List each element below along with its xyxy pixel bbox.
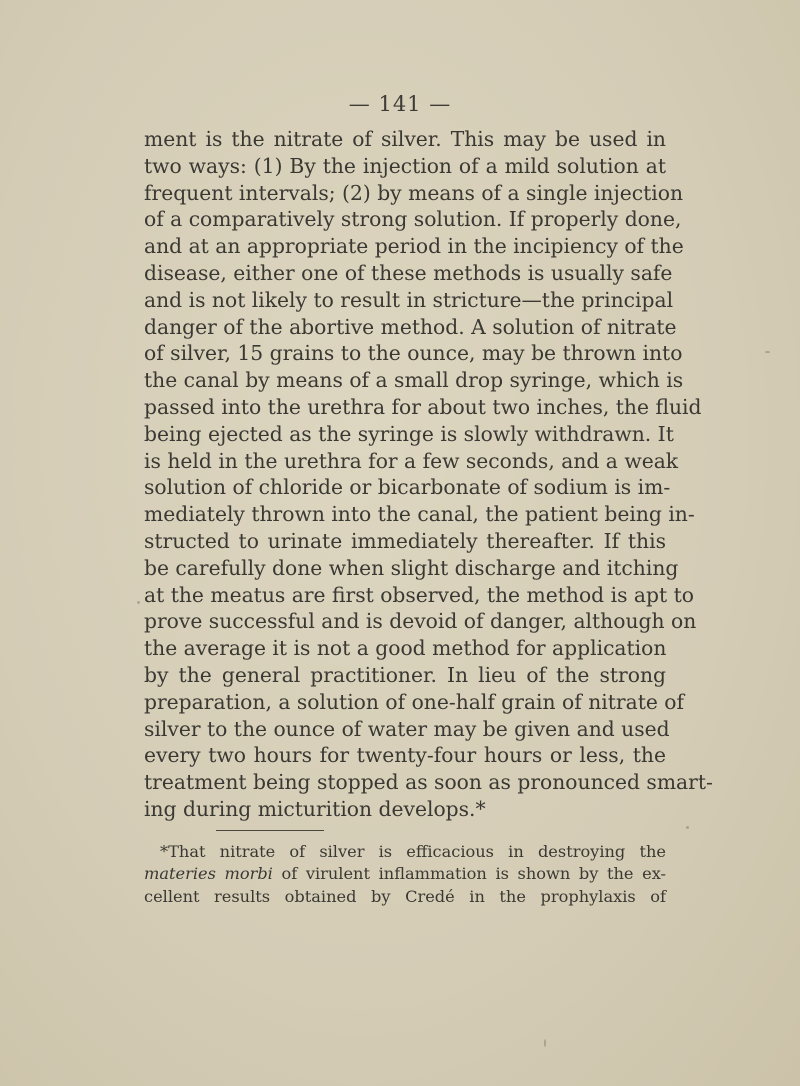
body-line: by the general practitioner. In lieu of the strong: [144, 662, 666, 687]
body-line: and at an appropriate period in the incipiency of the: [144, 234, 684, 259]
page-number-header: — 141 —: [348, 92, 452, 116]
body-line: danger of the abortive method. A solution of nitrate: [144, 314, 677, 339]
body-line: the average it is not a good method for application: [144, 636, 667, 661]
body-line: preparation, a solution of one-half grain of nitrate of: [144, 689, 685, 714]
body-line: at the meatus are first observed, the method is apt to: [144, 582, 694, 607]
paper-speck: [137, 601, 140, 604]
body-line: every two hours for twenty-four hours or less, the: [144, 743, 666, 768]
body-line: ment is the nitrate of silver. This may be used in: [144, 127, 666, 151]
body-text: [144, 126, 713, 823]
paper-speck: [686, 826, 689, 829]
body-line: being ejected as the syringe is slowly withdrawn. It: [144, 421, 674, 446]
body-line: of a comparatively strong solution. If properly done,: [144, 207, 682, 232]
paper-speck: [544, 1039, 546, 1047]
footnote: [144, 841, 666, 908]
body-line: frequent intervals; (2) by means of a single injection: [144, 180, 684, 205]
footnote-line: *That nitrate of silver is efficacious in destroying the: [160, 842, 666, 861]
body-line: is held in the urethra for a few seconds, and a weak: [144, 448, 679, 473]
body-line: the canal by means of a small drop syringe, which is: [144, 368, 684, 393]
footnote-divider: [216, 830, 324, 831]
footnote-line: [144, 863, 666, 885]
body-line: prove successful and is devoid of danger, although on: [144, 609, 697, 634]
body-line: of silver, 15 grains to the ounce, may be thrown into: [144, 341, 683, 366]
body-line: mediately thrown into the canal, the patient being in-: [144, 502, 695, 527]
footnote-italic-term: materies morbi: [144, 864, 273, 884]
body-line: passed into the urethra for about two inches, the fluid: [144, 394, 702, 419]
body-line: and is not likely to result in stricture—the principal: [144, 287, 674, 312]
body-line: silver to the ounce of water may be given and used: [144, 716, 670, 741]
body-line: solution of chloride or bicarbonate of sodium is im-: [144, 475, 671, 500]
body-line: ing during micturition develops.*: [144, 796, 486, 821]
footnote-line: cellent results obtained by Credé in the prophylaxis of: [144, 886, 666, 906]
body-line: disease, either one of these methods is usually safe: [144, 260, 673, 285]
body-line: be carefully done when slight discharge and itching: [144, 555, 679, 580]
footnote-line-text: of virulent inflammation is shown by the ex-: [272, 864, 667, 884]
paper-speck: [765, 351, 770, 353]
body-line: two ways: (1) By the injection of a mild solution at: [144, 153, 666, 178]
body-line: structed to urinate immediately thereafter. If this: [144, 528, 666, 553]
body-line: treatment being stopped as soon as pronounced smart-: [144, 770, 713, 795]
